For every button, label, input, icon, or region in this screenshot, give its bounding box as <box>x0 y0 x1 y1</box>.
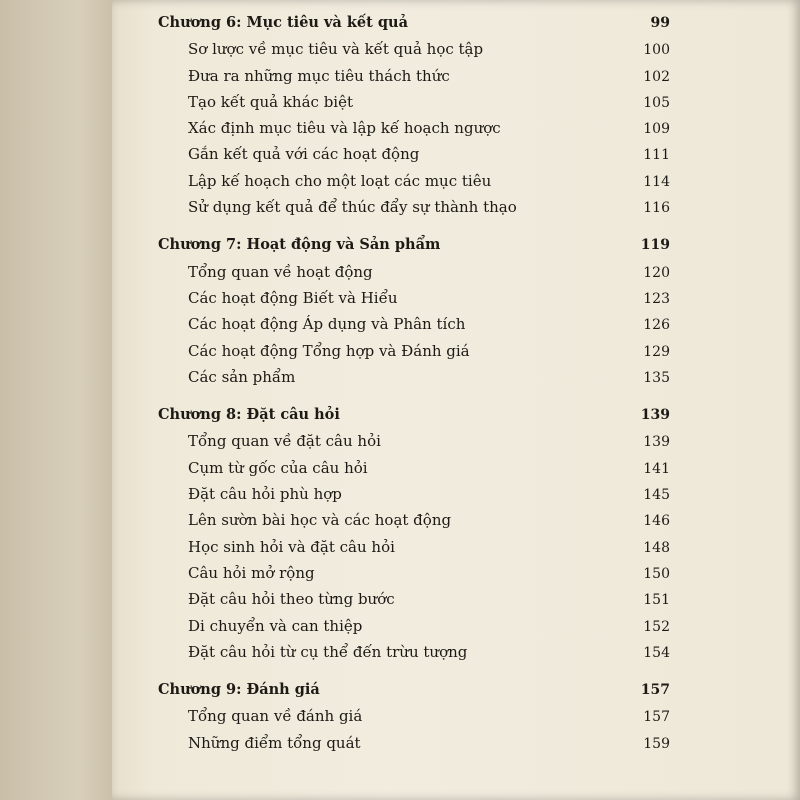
book-gutter <box>0 0 112 800</box>
entry-page: 145 <box>643 487 670 504</box>
toc-entry <box>158 730 670 756</box>
entry-page: 100 <box>643 42 670 59</box>
chapter-heading <box>158 402 670 428</box>
chapter-page: 139 <box>640 407 670 424</box>
toc-entry <box>158 703 670 729</box>
entry-title: Đặt câu hỏi theo từng bước <box>188 590 395 609</box>
toc-entry <box>158 194 670 220</box>
entry-title: Xác định mục tiêu và lập kế hoạch ngược <box>188 119 501 138</box>
entry-page: 116 <box>643 200 670 217</box>
entry-page: 126 <box>643 317 670 334</box>
chapter-heading <box>158 677 670 703</box>
entry-title: Đưa ra những mục tiêu thách thức <box>188 66 450 85</box>
entry-title: Tổng quan về đặt câu hỏi <box>188 432 381 451</box>
entry-page: 150 <box>643 565 670 582</box>
entry-page: 148 <box>643 539 670 556</box>
entry-page: 157 <box>643 709 670 726</box>
toc-entry <box>158 639 670 665</box>
toc-entry <box>158 481 670 507</box>
toc-entry <box>158 455 670 481</box>
entry-title: Tạo kết quả khác biệt <box>188 92 353 111</box>
entry-title: Tổng quan về hoạt động <box>188 262 373 281</box>
chapter-7 <box>158 232 670 390</box>
chapter-9 <box>158 677 670 756</box>
entry-page: 102 <box>643 68 670 85</box>
entry-title: Học sinh hỏi và đặt câu hỏi <box>188 537 395 556</box>
toc-entry <box>158 586 670 612</box>
entry-title: Các hoạt động Biết và Hiểu <box>188 288 398 307</box>
entry-title: Đặt câu hỏi phù hợp <box>188 485 342 504</box>
toc-entry <box>158 507 670 533</box>
toc-entry <box>158 613 670 639</box>
toc-entry <box>158 63 670 89</box>
toc-entry <box>158 168 670 194</box>
entry-title: Lên sườn bài học và các hoạt động <box>188 511 452 530</box>
entry-page: 151 <box>643 592 670 609</box>
entry-title: Di chuyển và can thiệp <box>188 616 363 635</box>
toc-entry <box>158 534 670 560</box>
entry-page: 154 <box>643 644 670 661</box>
table-of-contents <box>158 10 670 768</box>
entry-title: Gắn kết quả với các hoạt động <box>188 145 420 164</box>
toc-entry <box>158 338 670 364</box>
toc-entry <box>158 428 670 454</box>
chapter-title: Chương 9: Đánh giá <box>158 681 320 699</box>
chapter-heading <box>158 10 670 36</box>
chapter-title: Chương 6: Mục tiêu và kết quả <box>158 14 408 31</box>
toc-entry <box>158 141 670 167</box>
toc-entry <box>158 285 670 311</box>
chapter-page: 157 <box>640 682 670 699</box>
entry-title: Tổng quan về đánh giá <box>188 707 363 726</box>
entry-title: Những điểm tổng quát <box>188 733 361 752</box>
toc-entry <box>158 36 670 62</box>
entry-page: 120 <box>643 264 670 281</box>
entry-page: 111 <box>643 147 670 164</box>
toc-entry <box>158 364 670 390</box>
toc-entry <box>158 560 670 586</box>
entry-title: Các hoạt động Áp dụng và Phân tích <box>188 315 466 334</box>
entry-page: 109 <box>643 121 670 138</box>
entry-title: Các hoạt động Tổng hợp và Đánh giá <box>188 341 470 360</box>
chapter-page: 99 <box>650 15 670 31</box>
entry-page: 152 <box>643 618 670 635</box>
toc-entry <box>158 311 670 337</box>
entry-page: 146 <box>643 513 670 530</box>
entry-title: Sơ lược về mục tiêu và kết quả học tập <box>188 40 484 59</box>
toc-entry <box>158 259 670 285</box>
chapter-heading <box>158 232 670 258</box>
chapter-page: 119 <box>640 237 670 254</box>
entry-page: 105 <box>643 94 670 111</box>
entry-page: 135 <box>643 369 670 386</box>
entry-title: Lập kế hoạch cho một loạt các mục tiêu <box>188 171 492 190</box>
entry-page: 114 <box>643 173 670 190</box>
chapter-8 <box>158 402 670 665</box>
entry-page: 141 <box>643 460 670 477</box>
toc-entry <box>158 89 670 115</box>
entry-title: Cụm từ gốc của câu hỏi <box>188 458 368 477</box>
entry-page: 129 <box>643 343 670 360</box>
entry-title: Câu hỏi mở rộng <box>188 563 315 582</box>
entry-title: Sử dụng kết quả để thúc đẩy sự thành thạo <box>188 198 517 217</box>
entry-page: 123 <box>643 290 670 307</box>
entry-title: Các sản phẩm <box>188 367 296 386</box>
chapter-title: Chương 7: Hoạt động và Sản phẩm <box>158 236 441 254</box>
toc-entry <box>158 115 670 141</box>
entry-title: Đặt câu hỏi từ cụ thể đến trừu tượng <box>188 642 468 661</box>
entry-page: 159 <box>643 735 670 752</box>
entry-page: 139 <box>643 434 670 451</box>
chapter-6 <box>158 10 670 220</box>
chapter-title: Chương 8: Đặt câu hỏi <box>158 406 340 424</box>
